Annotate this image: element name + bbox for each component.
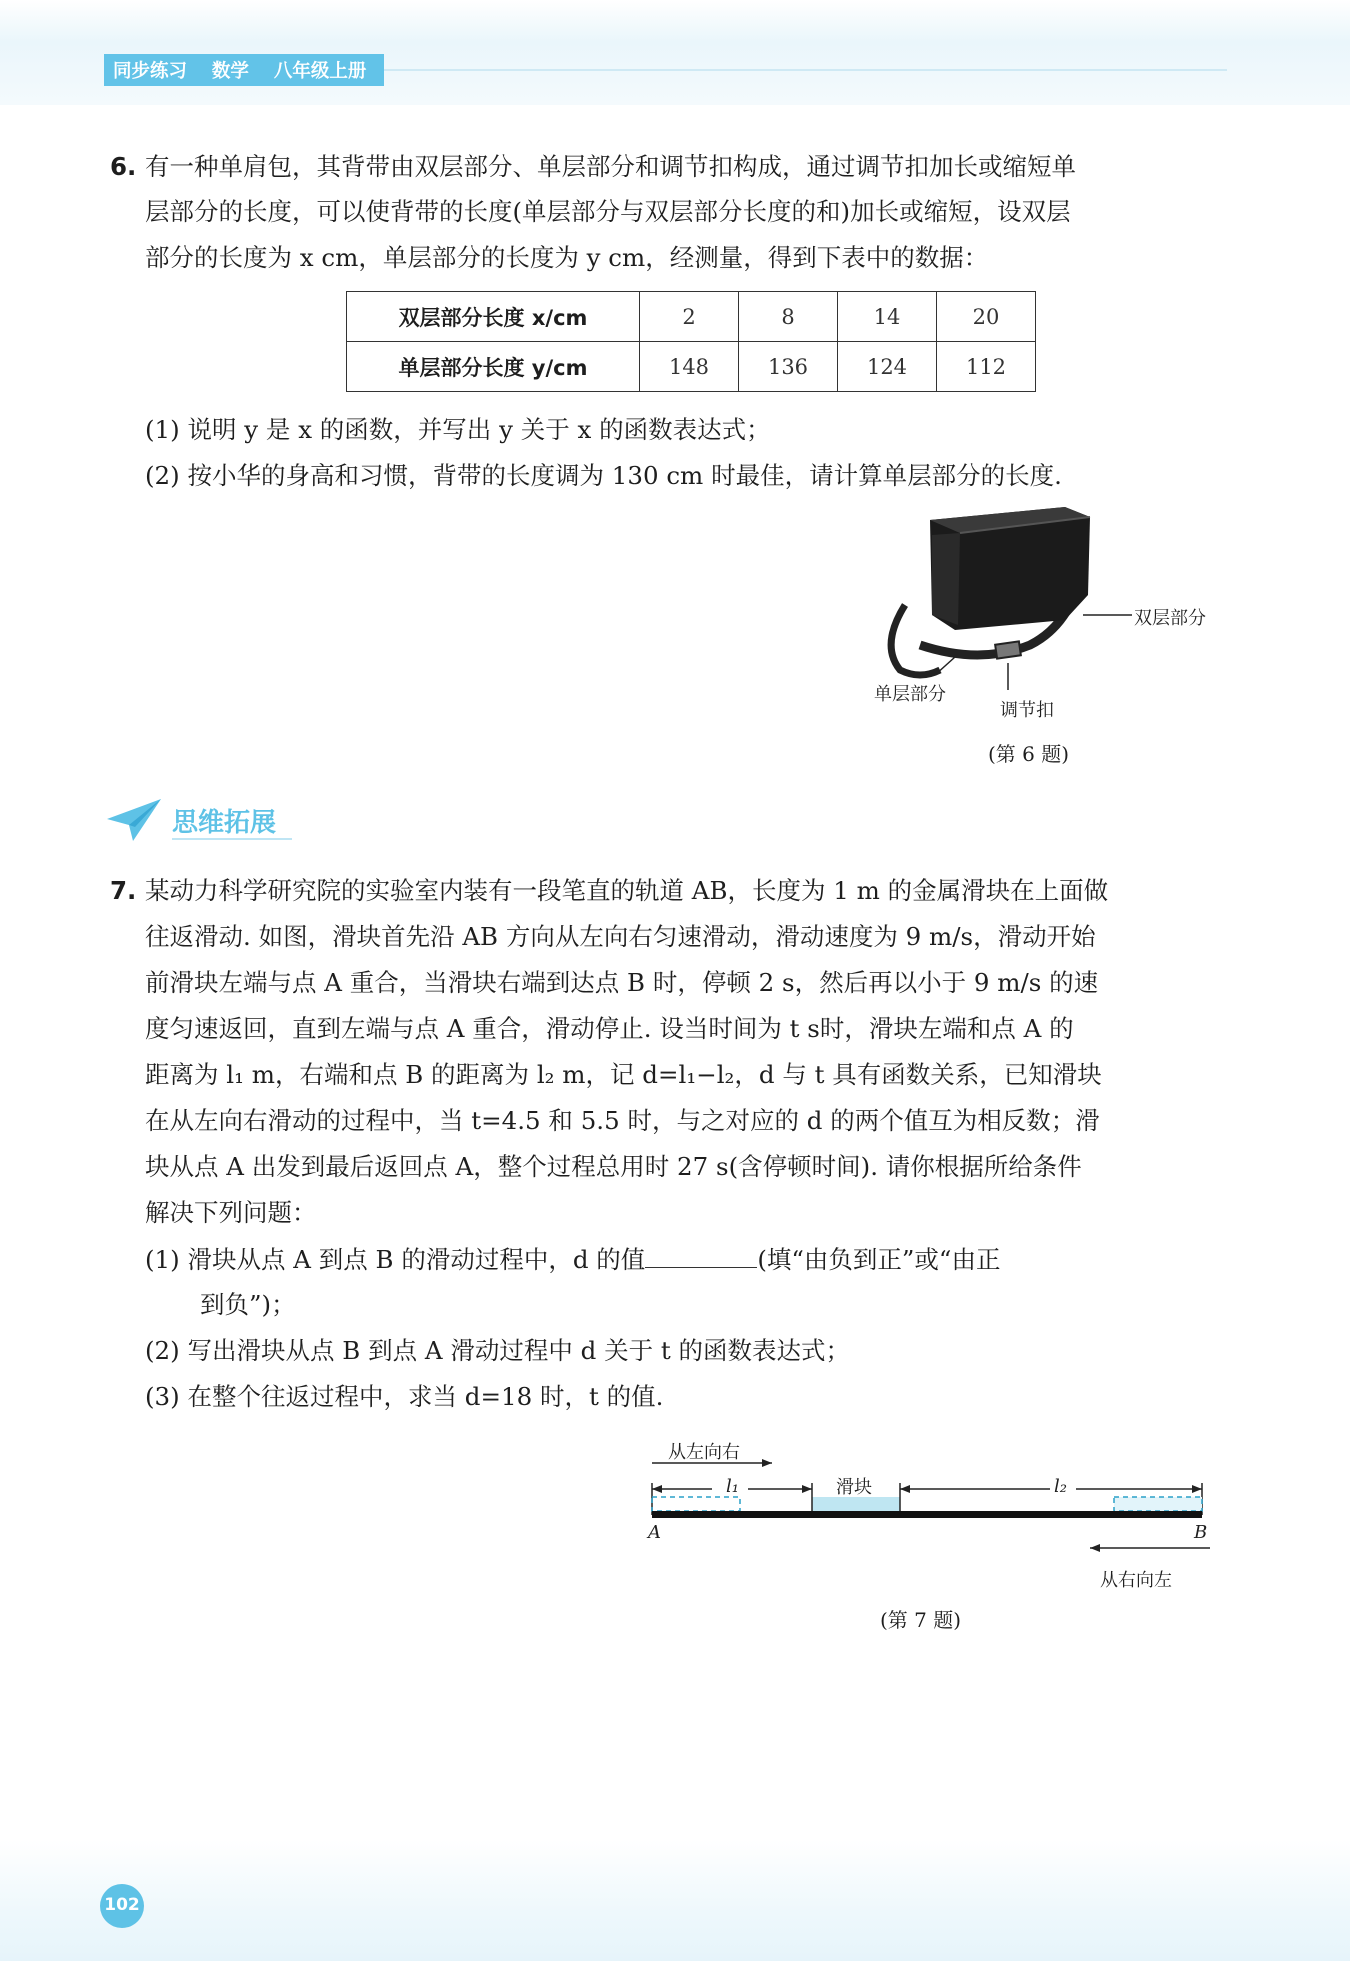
q6-line-1: 有一种单肩包，其背带由双层部分、单层部分和调节扣构成，通过调节扣加长或缩短单	[145, 152, 1076, 181]
q6-line-2: 层部分的长度，可以使背带的长度(单层部分与双层部分长度的和)加长或缩短，设双层	[145, 197, 1071, 226]
q7-line-7: 块从点 A 出发到最后返回点 A，整个过程总用时 27 s(含停顿时间). 请你根据所给条件	[145, 1152, 1082, 1181]
paper-plane-icon	[105, 797, 163, 843]
track-label-b: B	[1194, 1522, 1208, 1543]
q6-sub-2: (2) 按小华的身高和习惯，背带的长度调为 130 cm 时最佳，请计算单层部分的长度.	[145, 461, 1062, 490]
q7-line-4: 度匀速返回，直到左端与点 A 重合，滑动停止. 设当时间为 t s时，滑块左端和点 A 的	[145, 1014, 1074, 1043]
header-subject: 数学	[211, 61, 249, 82]
q7-line-6: 在从左向右滑动的过程中，当 t=4.5 和 5.5 时，与之对应的 d 的两个值互为相反数；滑	[145, 1106, 1100, 1135]
table-cell: 124	[838, 342, 937, 392]
section-title: 思维拓展	[172, 808, 277, 838]
table-header-y: 单层部分长度 y/cm	[347, 342, 640, 392]
section-divider	[172, 838, 292, 840]
table-cell: 2	[640, 292, 739, 342]
table-row	[347, 292, 1036, 342]
bag-label-buckle: 调节扣	[1000, 700, 1054, 721]
answer-blank[interactable]	[645, 1241, 757, 1268]
table-header-x: 双层部分长度 x/cm	[347, 292, 640, 342]
q7-line-1: 某动力科学研究院的实验室内装有一段笔直的轨道 AB，长度为 1 m 的金属滑块在上面做	[145, 876, 1109, 905]
q7-sub-1	[145, 1241, 1000, 1278]
q6-sub-1: (1) 说明 y 是 x 的函数，并写出 y 关于 x 的函数表达式；	[145, 415, 771, 444]
table-cell: 14	[838, 292, 937, 342]
header-series: 同步练习	[113, 61, 188, 82]
table-cell: 8	[739, 292, 838, 342]
track-label-slider: 滑块	[836, 1477, 872, 1498]
table-cell: 148	[640, 342, 739, 392]
q7-line-8: 解决下列问题：	[145, 1198, 317, 1227]
header-grade: 八年级上册	[273, 61, 367, 82]
table-cell: 136	[739, 342, 838, 392]
bag-label-double: 双层部分	[1134, 608, 1206, 629]
track-label-rtl: 从右向左	[1100, 1570, 1172, 1591]
q6-line-3: 部分的长度为 x cm，单层部分的长度为 y cm，经测量，得到下表中的数据：	[145, 243, 989, 272]
q6-data-table	[346, 291, 1036, 392]
q7-line-3: 前滑块左端与点 A 重合，当滑块右端到达点 B 时，停顿 2 s，然后再以小于 9 m/s 的速	[145, 968, 1099, 997]
table-cell: 112	[937, 342, 1036, 392]
header-title	[113, 57, 366, 83]
page-number: 102	[104, 1895, 140, 1915]
header-band	[0, 0, 1350, 105]
q7-line-2: 往返滑动. 如图，滑块首先沿 AB 方向从左向右匀速滑动，滑动速度为 9 m/s，滑动开始	[145, 922, 1096, 951]
track-label-l1: l₁	[726, 1476, 739, 1497]
q7-number: 7.	[110, 876, 137, 905]
q7-sub-1-text-b: (填“由负到正”或“由正	[757, 1245, 1001, 1274]
q7-sub-1-cont: 到负”)；	[200, 1290, 296, 1319]
q7-sub-3: (3) 在整个往返过程中，求当 d=18 时，t 的值.	[145, 1382, 664, 1411]
q7-sub-2: (2) 写出滑块从点 B 到点 A 滑动过程中 d 关于 t 的函数表达式；	[145, 1336, 851, 1365]
table-row	[347, 342, 1036, 392]
track-label-l2: l₂	[1054, 1476, 1067, 1497]
track-label-ltr: 从左向右	[668, 1442, 740, 1463]
q7-sub-1-text-a: (1) 滑块从点 A 到点 B 的滑动过程中，d 的值	[145, 1245, 646, 1274]
q7-line-5: 距离为 l₁ m，右端和点 B 的距离为 l₂ m，记 d=l₁−l₂，d 与 t 具有函数关系，已知滑块	[145, 1060, 1102, 1089]
q6-caption: (第 6 题)	[988, 742, 1070, 766]
header-line	[384, 69, 1227, 71]
q6-number: 6.	[110, 152, 137, 181]
table-cell: 20	[937, 292, 1036, 342]
q7-caption: (第 7 题)	[880, 1608, 962, 1632]
footer-band	[0, 1840, 1350, 1961]
track-label-a: A	[648, 1522, 661, 1543]
bag-label-single: 单层部分	[874, 684, 946, 705]
